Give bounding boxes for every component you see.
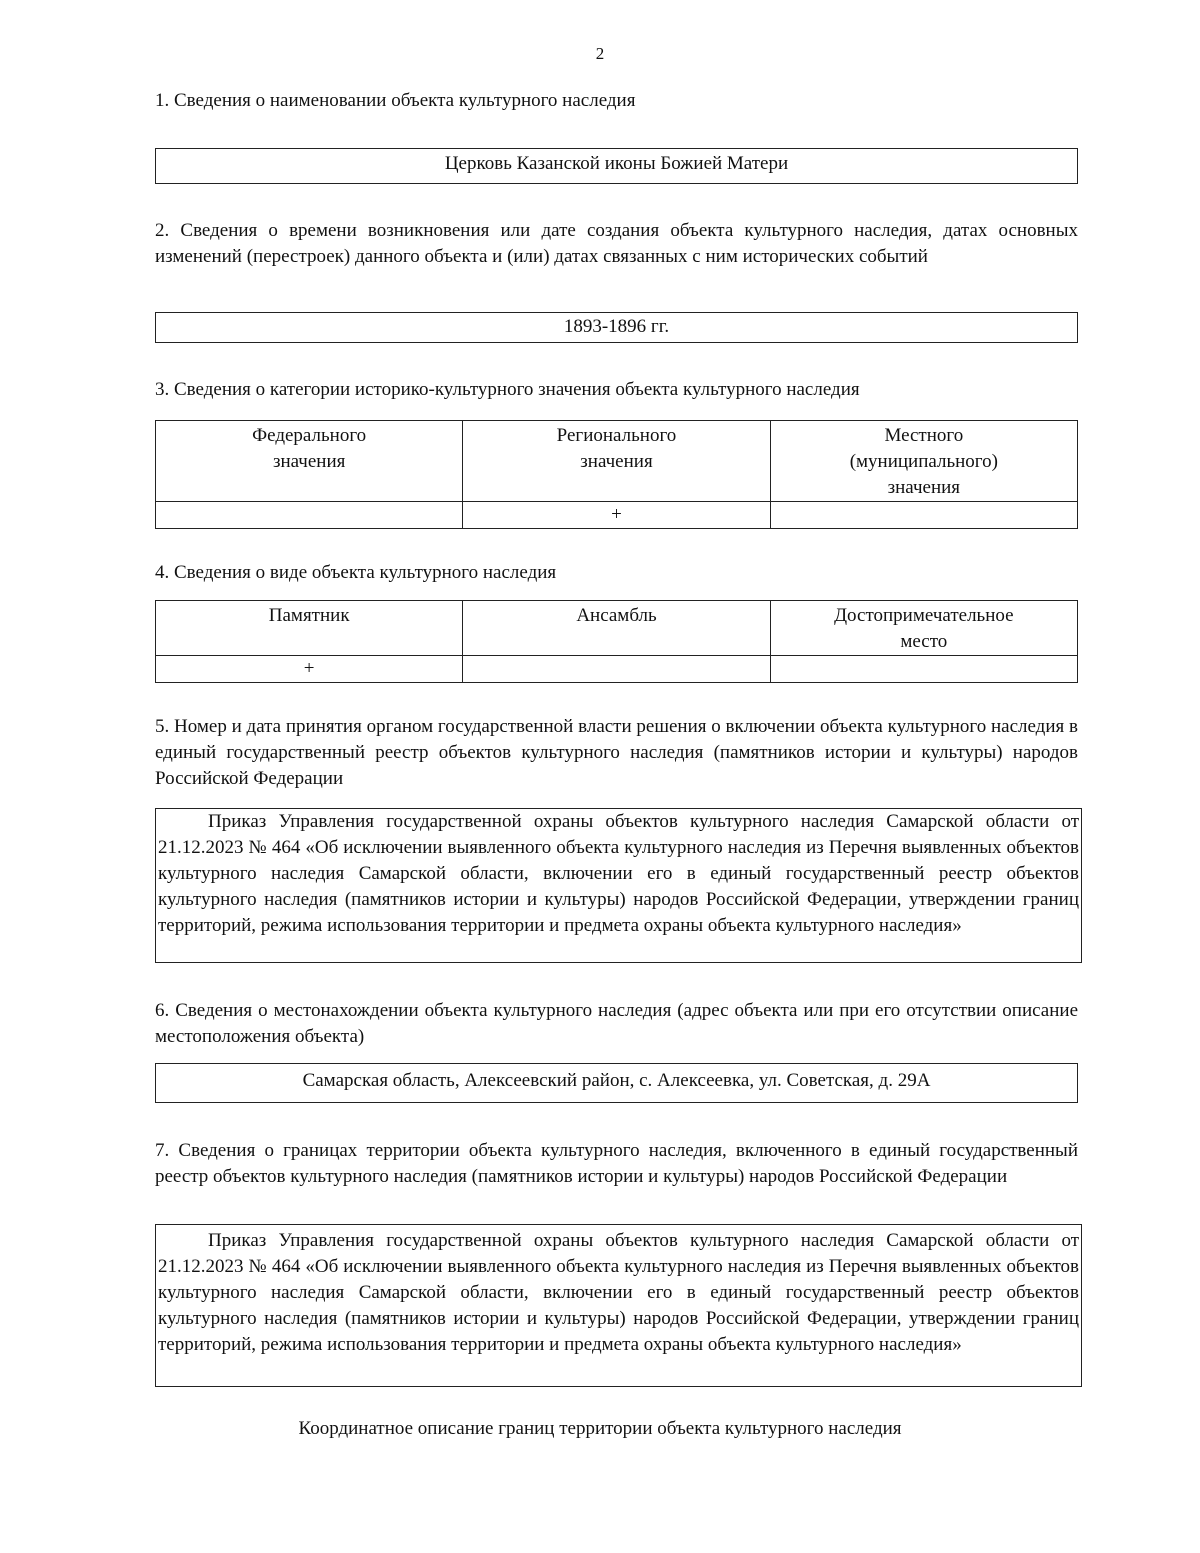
category-federal: Федерального значения bbox=[156, 421, 463, 502]
mark-local bbox=[770, 502, 1077, 529]
section-5-heading: 5. Номер и дата принятия органом государственной власти решения о включении объекта культурного наследия в единый государственный реестр объектов культурного наследия (памятников истории и культуры) народов Российской Федерации bbox=[155, 716, 1078, 789]
boundaries-text: Приказ Управления государственной охраны объектов культурного наследия Самарской области от 21.12.2023 № 464 «Об исключении выявленного объекта культурного наследия из Перечня выявленных объектов культурного наследия Самарской области, включении его в единый государственный реестр объектов культурного наследия (памятников истории и культуры) народов Российской Федерации, утверждении границ территорий, режима использования территории и предмета охраны объекта культурного наследия» bbox=[158, 1230, 1079, 1355]
boundaries-box bbox=[155, 1224, 1082, 1387]
section-1-heading: 1. Сведения о наименовании объекта культурного наследия bbox=[155, 90, 636, 111]
type-ensemble: Ансамбль bbox=[463, 601, 770, 656]
mark-monument: + bbox=[156, 656, 463, 683]
mark-federal bbox=[156, 502, 463, 529]
registry-decision-box bbox=[155, 808, 1082, 963]
section-7-heading: 7. Сведения о границах территории объекта культурного наследия, включенного в единый государственный реестр объектов культурного наследия (памятников истории и культуры) народов Российской Федерации bbox=[155, 1140, 1078, 1187]
category-regional: Регионального значения bbox=[463, 421, 770, 502]
section-6-heading: 6. Сведения о местонахождении объекта культурного наследия (адрес объекта или при его отсутствии описание местоположения объекта) bbox=[155, 1000, 1078, 1047]
mark-landmark bbox=[770, 656, 1077, 683]
section-4-heading: 4. Сведения о виде объекта культурного наследия bbox=[155, 562, 557, 583]
coordinates-heading: Координатное описание границ территории объекта культурного наследия bbox=[298, 1418, 902, 1439]
address-box: Самарская область, Алексеевский район, с. Алексеевка, ул. Советская, д. 29А bbox=[155, 1063, 1078, 1103]
object-name-box: Церковь Казанской иконы Божией Матери bbox=[155, 148, 1078, 184]
section-3-heading: 3. Сведения о категории историко-культурного значения объекта культурного наследия bbox=[155, 379, 860, 400]
mark-regional: + bbox=[463, 502, 770, 529]
category-local: Местного (муниципального) значения bbox=[770, 421, 1077, 502]
type-monument: Памятник bbox=[156, 601, 463, 656]
registry-decision-text: Приказ Управления государственной охраны объектов культурного наследия Самарской области от 21.12.2023 № 464 «Об исключении выявленного объекта культурного наследия из Перечня выявленных объектов культурного наследия Самарской области, включении его в единый государственный реестр объектов культурного наследия (памятников истории и культуры) народов Российской Федерации, утверждении границ территорий, режима использования территории и предмета охраны объекта культурного наследия» bbox=[158, 811, 1079, 936]
type-landmark: Достопримечательное место bbox=[770, 601, 1077, 656]
type-table bbox=[155, 600, 1078, 683]
category-table bbox=[155, 420, 1078, 529]
page-number: 2 bbox=[595, 44, 605, 63]
date-box: 1893-1896 гг. bbox=[155, 312, 1078, 343]
mark-ensemble bbox=[463, 656, 770, 683]
section-2-heading: 2. Сведения о времени возникновения или дате создания объекта культурного наследия, датах основных изменений (перестроек) данного объекта и (или) датах связанных с ним исторических событий bbox=[155, 220, 1078, 267]
